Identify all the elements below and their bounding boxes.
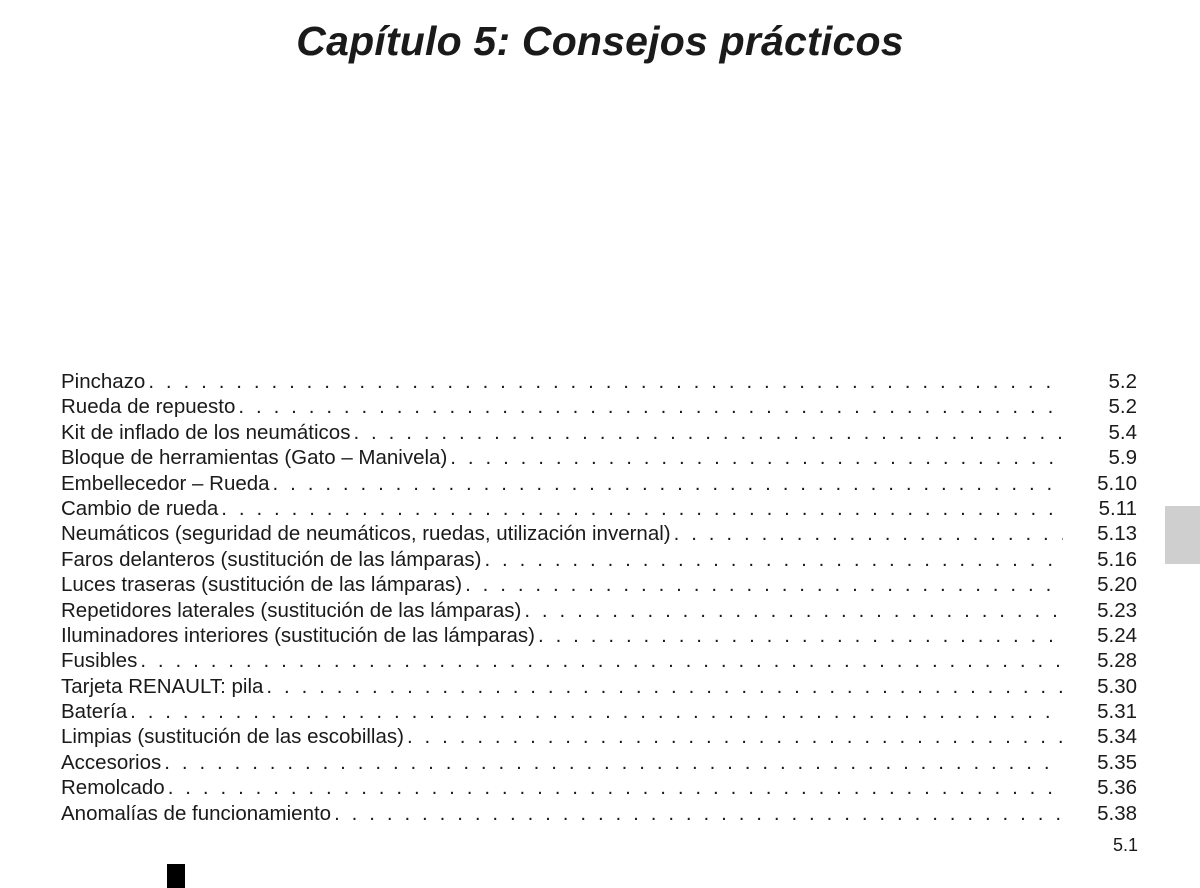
toc-entry-page: 5.35 [1097, 750, 1137, 774]
table-of-contents [61, 369, 1137, 826]
toc-entry-page: 5.28 [1097, 649, 1137, 673]
toc-entry-kit-de-inflado[interactable] [61, 420, 1137, 445]
register-mark [167, 864, 185, 888]
toc-entry-label: Cambio de rueda [61, 496, 219, 520]
dot-leader [674, 521, 1063, 546]
chapter-title: Capítulo 5: Consejos prácticos [296, 18, 904, 64]
toc-entry-label: Accesorios [61, 750, 162, 774]
dot-leader [407, 724, 1063, 749]
toc-entry-faros-delanteros[interactable] [61, 547, 1137, 572]
toc-entry-page: 5.34 [1097, 725, 1137, 749]
dot-leader [238, 394, 1063, 419]
toc-entry-cambio-de-rueda[interactable] [61, 496, 1137, 521]
toc-entry-bateria[interactable] [61, 699, 1137, 724]
toc-entry-luces-traseras[interactable] [61, 572, 1137, 597]
toc-entry-page: 5.10 [1097, 471, 1137, 495]
toc-entry-page: 5.16 [1097, 547, 1137, 571]
toc-entry-rueda-de-repuesto[interactable] [61, 394, 1137, 419]
toc-entry-page: 5.31 [1097, 700, 1137, 724]
toc-entry-label: Kit de inflado de los neumáticos [61, 420, 351, 444]
toc-entry-page: 5.4 [1108, 420, 1137, 444]
toc-entry-repetidores-laterales[interactable] [61, 598, 1137, 623]
toc-entry-label: Bloque de herramientas (Gato – Manivela) [61, 446, 448, 470]
toc-entry-remolcado[interactable] [61, 775, 1137, 800]
toc-entry-label: Repetidores laterales (sustitución de las lámparas) [61, 598, 522, 622]
toc-entry-page: 5.2 [1108, 395, 1137, 419]
toc-entry-label: Remolcado [61, 776, 165, 800]
dot-leader [164, 750, 1063, 775]
toc-entry-label: Tarjeta RENAULT: pila [61, 674, 264, 698]
toc-entry-page: 5.13 [1097, 522, 1137, 546]
toc-entry-label: Neumáticos (seguridad de neumáticos, ruedas, utilización invernal) [61, 522, 671, 546]
dot-leader [273, 471, 1063, 496]
toc-entry-label: Faros delanteros (sustitución de las lámparas) [61, 547, 482, 571]
toc-entry-iluminadores-interiores[interactable] [61, 623, 1137, 648]
dot-leader [524, 598, 1063, 623]
toc-entry-page: 5.11 [1098, 496, 1137, 520]
toc-entry-tarjeta-renault[interactable] [61, 674, 1137, 699]
dot-leader [465, 572, 1063, 597]
toc-entry-label: Batería [61, 700, 128, 724]
toc-entry-page: 5.23 [1097, 598, 1137, 622]
toc-entry-label: Rueda de repuesto [61, 395, 236, 419]
page-number: 5.1 [1112, 835, 1138, 855]
dot-leader [140, 648, 1063, 673]
toc-entry-pinchazo[interactable] [61, 369, 1137, 394]
toc-entry-label: Pinchazo [61, 370, 146, 393]
toc-entry-label: Anomalías de funcionamiento [61, 801, 332, 825]
toc-entry-label: Luces traseras (sustitución de las lámparas) [61, 573, 463, 597]
toc-entry-page: 5.24 [1097, 623, 1137, 647]
chapter-side-tab [1165, 506, 1200, 564]
toc-entry-anomalias[interactable] [61, 801, 1137, 826]
dot-leader [353, 420, 1063, 445]
dot-leader [130, 699, 1063, 724]
dot-leader [221, 496, 1063, 521]
dot-leader [484, 547, 1063, 572]
dot-leader [450, 445, 1063, 470]
toc-entry-bloque-de-herramientas[interactable] [61, 445, 1137, 470]
toc-entry-page: 5.30 [1097, 674, 1137, 698]
toc-entry-limpias[interactable] [61, 724, 1137, 749]
toc-entry-page: 5.20 [1097, 573, 1137, 597]
toc-entry-fusibles[interactable] [61, 648, 1137, 673]
toc-entry-label: Fusibles [61, 649, 138, 673]
dot-leader [538, 623, 1063, 648]
toc-entry-page: 5.9 [1108, 446, 1137, 470]
toc-entry-embellecedor-rueda[interactable] [61, 471, 1137, 496]
toc-entry-accesorios[interactable] [61, 750, 1137, 775]
toc-entry-label: Embellecedor – Rueda [61, 471, 270, 495]
toc-entry-page: 5.2 [1108, 370, 1137, 393]
toc-entry-page: 5.38 [1097, 801, 1137, 825]
dot-leader [168, 775, 1063, 800]
dot-leader [334, 801, 1063, 826]
toc-entry-neumaticos[interactable] [61, 521, 1137, 546]
dot-leader [148, 369, 1063, 394]
toc-entry-page: 5.36 [1097, 776, 1137, 800]
toc-entry-label: Limpias (sustitución de las escobillas) [61, 725, 404, 749]
dot-leader [266, 674, 1063, 699]
toc-entry-label: Iluminadores interiores (sustitución de las lámparas) [61, 623, 535, 647]
